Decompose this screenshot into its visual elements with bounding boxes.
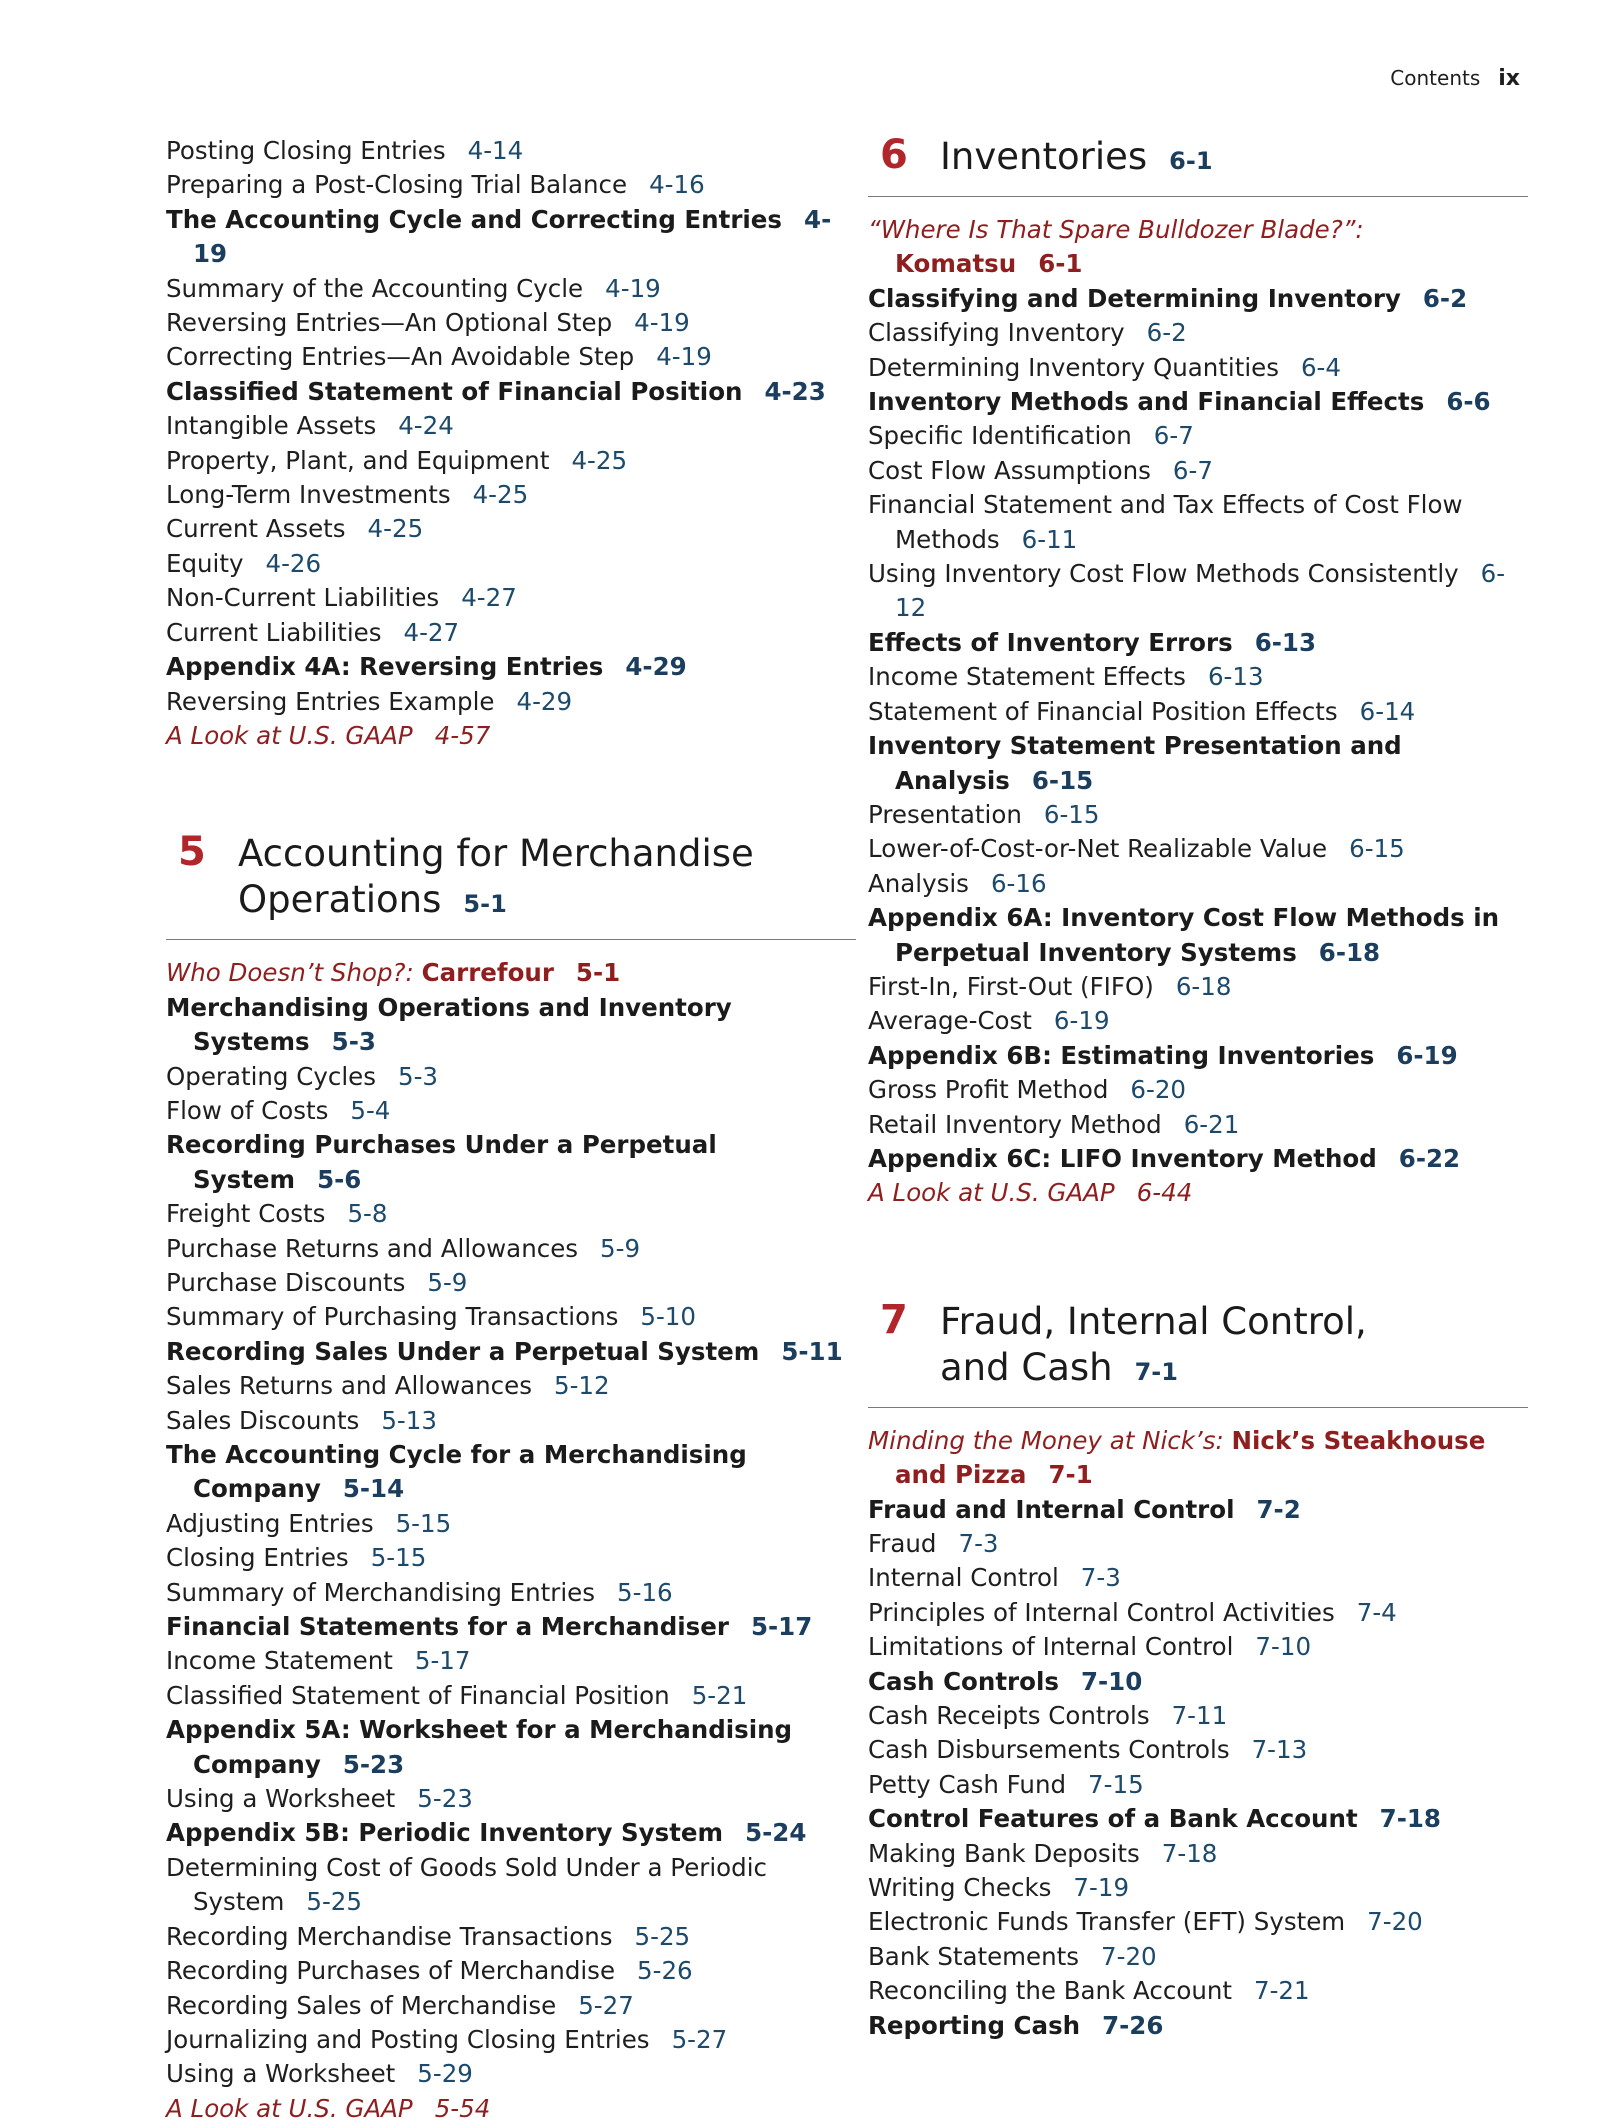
- entry-title: Current Liabilities: [166, 617, 382, 647]
- entry-page: 6-12: [895, 559, 1506, 623]
- toc-list: [166, 991, 856, 2126]
- toc-entry[interactable]: [166, 1094, 856, 1128]
- entry-title: Preparing a Post-Closing Trial Balance: [166, 170, 628, 200]
- toc-entry[interactable]: [166, 1851, 856, 1920]
- entry-page: 7-20: [1367, 1907, 1423, 1937]
- entry-title: Sales Returns and Allowances: [166, 1371, 532, 1401]
- entry-title: Non-Current Liabilities: [166, 583, 440, 613]
- entry-title: Cash Receipts Controls: [868, 1701, 1150, 1731]
- toc-entry[interactable]: [868, 1768, 1528, 1802]
- toc-entry[interactable]: [868, 1974, 1528, 2008]
- entry-title: Closing Entries: [166, 1543, 349, 1573]
- toc-entry[interactable]: [868, 695, 1528, 729]
- toc-section-heading[interactable]: [868, 901, 1528, 970]
- toc-entry[interactable]: [166, 2057, 856, 2091]
- entry-page: 7-21: [1253, 1976, 1310, 2006]
- entry-title: Posting Closing Entries: [166, 136, 446, 165]
- entry-page: 5-29: [417, 2059, 473, 2089]
- chapter-title-line1: Fraud, Internal Control,: [940, 1299, 1367, 1343]
- entry-title: Appendix 6B: Estimating Inventories: [868, 1040, 1375, 1070]
- entry-page: 5-14: [342, 1474, 405, 1504]
- toc-entry[interactable]: [166, 409, 856, 443]
- toc-section-heading[interactable]: [166, 1713, 856, 1782]
- entry-title: Presentation: [868, 799, 1022, 829]
- entry-title: Summary of the Accounting Cycle: [166, 273, 584, 303]
- entry-page: 5-12: [553, 1371, 610, 1401]
- entry-title: Analysis: [868, 868, 969, 898]
- toc-entry[interactable]: [868, 798, 1528, 832]
- toc-section-heading[interactable]: [868, 1665, 1528, 1699]
- toc-section-heading[interactable]: [868, 729, 1528, 798]
- chapter-title[interactable]: [238, 831, 856, 927]
- toc-section-heading[interactable]: [166, 991, 856, 1060]
- chapter-title-line1: Inventories: [940, 135, 1148, 178]
- toc-entry[interactable]: [166, 1576, 856, 1610]
- toc-section-heading[interactable]: [868, 282, 1528, 316]
- entry-page: 4-19: [193, 204, 832, 269]
- vignette-company: Komatsu: [895, 249, 1017, 279]
- entry-title: Cash Disbursements Controls: [868, 1735, 1230, 1765]
- entry-title: A Look at U.S. GAAP: [166, 720, 413, 750]
- toc-entry[interactable]: [868, 419, 1528, 453]
- entry-title: Recording Sales Under a Perpetual System: [166, 1336, 760, 1366]
- toc-gaap-entry[interactable]: [166, 719, 856, 753]
- entry-page: 5-17: [414, 1646, 471, 1676]
- entry-title: Classified Statement of Financial Position: [166, 1680, 670, 1710]
- toc-entry[interactable]: [868, 1699, 1528, 1733]
- vignette-page: 7-1: [1048, 1460, 1093, 1490]
- toc-entry[interactable]: [166, 478, 856, 512]
- entry-page: 6-18: [1318, 937, 1381, 967]
- toc-section-heading[interactable]: [166, 375, 856, 409]
- entry-title: Lower-of-Cost-or-Net Realizable Value: [868, 834, 1328, 864]
- entry-page: 6-11: [1021, 524, 1078, 554]
- toc-section-heading[interactable]: [868, 1802, 1528, 1836]
- entry-page: 5-3: [398, 1061, 439, 1091]
- entry-title: Inventory Statement Presentation and Analysis: [868, 731, 1402, 795]
- entry-title: Appendix 4A: Reversing Entries: [166, 652, 604, 682]
- page-number: ix: [1498, 66, 1520, 91]
- toc-entry[interactable]: [166, 306, 856, 340]
- entry-title: Long-Term Investments: [166, 480, 451, 510]
- entry-title: Recording Purchases of Merchandise: [166, 1956, 616, 1986]
- entry-title: Reversing Entries—An Optional Step: [166, 308, 613, 338]
- toc-entry[interactable]: [166, 1404, 856, 1438]
- entry-title: Flow of Costs: [166, 1095, 329, 1125]
- toc-entry[interactable]: [868, 970, 1528, 1004]
- entry-title: Correcting Entries—An Avoidable Step: [166, 342, 635, 372]
- toc-entry[interactable]: [166, 616, 856, 650]
- entry-page: 7-10: [1080, 1666, 1143, 1696]
- toc-entry[interactable]: [868, 1871, 1528, 1905]
- entry-page: 6-2: [1422, 283, 1468, 313]
- toc-entry[interactable]: [166, 547, 856, 581]
- toc-list: [166, 134, 856, 753]
- chapter-number: 7: [880, 1296, 908, 1343]
- entry-page: 5-23: [417, 1784, 473, 1814]
- entry-page: 7-10: [1255, 1632, 1312, 1662]
- entry-title: Cost Flow Assumptions: [868, 455, 1151, 485]
- entry-page: 4-24: [398, 411, 454, 441]
- entry-title: Recording Sales of Merchandise: [166, 1990, 557, 2020]
- entry-title: Using Inventory Cost Flow Methods Consistently: [868, 559, 1459, 589]
- entry-page: 7-3: [1080, 1563, 1121, 1593]
- toc-section-heading[interactable]: [166, 650, 856, 684]
- toc-entry[interactable]: [166, 1954, 856, 1988]
- chapter-vignette[interactable]: [166, 956, 856, 990]
- entry-title: Summary of Merchandising Entries: [166, 1577, 596, 1607]
- entry-title: Making Bank Deposits: [868, 1838, 1140, 1868]
- chapter-6-heading: [868, 134, 1528, 197]
- entry-page: 6-7: [1153, 421, 1194, 451]
- entry-title: Classifying and Determining Inventory: [868, 283, 1401, 313]
- entry-title: Income Statement Effects: [868, 662, 1186, 692]
- entry-title: Retail Inventory Method: [868, 1109, 1162, 1139]
- entry-title: Operating Cycles: [166, 1061, 376, 1091]
- chapter-page: 7-1: [1134, 1357, 1178, 1386]
- entry-page: 5-3: [331, 1027, 376, 1057]
- toc-entry[interactable]: [868, 1940, 1528, 1974]
- entry-title: A Look at U.S. GAAP: [166, 2093, 413, 2123]
- toc-entry[interactable]: [868, 660, 1528, 694]
- entry-page: 7-19: [1073, 1873, 1130, 1903]
- chapter-page: 5-1: [463, 890, 507, 919]
- entry-page: 5-9: [600, 1233, 641, 1263]
- entry-page: 5-16: [617, 1577, 673, 1607]
- entry-title: Cash Controls: [868, 1666, 1059, 1696]
- entry-title: Merchandising Operations and Inventory Systems: [166, 992, 732, 1057]
- toc-entry[interactable]: [166, 1920, 856, 1954]
- toc-entry[interactable]: [868, 454, 1528, 488]
- entry-title: Determining Cost of Goods Sold Under a Periodic System: [166, 1852, 767, 1917]
- entry-title: Limitations of Internal Control: [868, 1632, 1234, 1662]
- entry-page: 7-26: [1102, 2010, 1164, 2040]
- entry-page: 6-44: [1136, 1178, 1193, 1208]
- entry-page: 4-19: [656, 342, 712, 372]
- toc-entry[interactable]: [868, 1108, 1528, 1142]
- toc-gaap-entry[interactable]: [166, 2092, 856, 2126]
- entry-page: 6-14: [1359, 696, 1416, 726]
- entry-title: Internal Control: [868, 1563, 1059, 1593]
- toc-entry[interactable]: [868, 1630, 1528, 1664]
- entry-page: 6-4: [1300, 352, 1341, 382]
- entry-title: Gross Profit Method: [868, 1075, 1109, 1105]
- toc-gaap-entry[interactable]: [868, 1176, 1528, 1210]
- entry-title: The Accounting Cycle and Correcting Entries: [166, 204, 783, 234]
- entry-page: 5-6: [317, 1164, 362, 1194]
- toc-section-heading[interactable]: [166, 203, 856, 272]
- entry-page: 4-57: [434, 720, 491, 750]
- toc-entry[interactable]: [868, 1004, 1528, 1038]
- entry-page: 5-27: [671, 2024, 728, 2054]
- toc-entry[interactable]: [868, 832, 1528, 866]
- entry-title: Classifying Inventory: [868, 318, 1125, 348]
- toc-entry[interactable]: [166, 340, 856, 374]
- entry-page: 4-19: [605, 273, 661, 303]
- entry-page: 4-25: [472, 480, 529, 510]
- chapter-number: 6: [880, 132, 908, 178]
- vignette-company: Nick’s Steakhouse and Pizza: [895, 1425, 1486, 1490]
- toc-entry[interactable]: [868, 1837, 1528, 1871]
- toc-entry[interactable]: [868, 316, 1528, 350]
- entry-page: 7-18: [1379, 1804, 1441, 1834]
- entry-title: Appendix 6C: LIFO Inventory Method: [868, 1143, 1377, 1173]
- entry-page: 6-13: [1254, 627, 1316, 657]
- entry-title: Property, Plant, and Equipment: [166, 445, 550, 475]
- entry-title: Appendix 5B: Periodic Inventory System: [166, 1818, 724, 1848]
- entry-title: Fraud: [868, 1529, 937, 1558]
- toc-section-heading[interactable]: [166, 1335, 856, 1369]
- entry-page: 7-11: [1171, 1701, 1228, 1731]
- toc-entry[interactable]: [166, 1541, 856, 1575]
- entry-page: 6-6: [1446, 387, 1491, 417]
- toc-section-heading[interactable]: [166, 1128, 856, 1197]
- toc-section-heading[interactable]: [868, 2009, 1528, 2043]
- vignette-company: Carrefour: [421, 958, 554, 988]
- entry-page: 7-18: [1161, 1838, 1218, 1868]
- entry-title: Recording Purchases Under a Perpetual System: [166, 1130, 717, 1194]
- entry-title: Financial Statements for a Merchandiser: [166, 1612, 729, 1642]
- toc-entry[interactable]: [868, 1561, 1528, 1595]
- entry-title: Electronic Funds Transfer (EFT) System: [868, 1907, 1346, 1937]
- entry-page: 5-25: [634, 1921, 691, 1951]
- toc-entry[interactable]: [868, 1596, 1528, 1630]
- toc-section-heading[interactable]: [868, 1493, 1528, 1527]
- entry-title: Reporting Cash: [868, 2010, 1081, 2040]
- entry-page: 5-24: [745, 1818, 807, 1848]
- entry-page: 6-19: [1396, 1040, 1458, 1070]
- chapter-page: 6-1: [1169, 147, 1213, 175]
- toc-entry[interactable]: [166, 1232, 856, 1266]
- vignette-title: Who Doesn’t Shop?:: [166, 958, 414, 988]
- chapter-7-heading: [868, 1296, 1528, 1408]
- toc-entry[interactable]: [166, 1644, 856, 1678]
- toc-section-heading[interactable]: [868, 1039, 1528, 1073]
- entry-page: 5-21: [691, 1680, 748, 1710]
- entry-page: 6-16: [990, 868, 1047, 898]
- entry-title: Principles of Internal Control Activities: [868, 1597, 1335, 1627]
- entry-title: Using a Worksheet: [166, 2059, 396, 2089]
- entry-title: Adjusting Entries: [166, 1508, 374, 1538]
- toc-entry[interactable]: [166, 1060, 856, 1094]
- entry-page: 4-16: [649, 170, 705, 200]
- toc-entry[interactable]: [166, 2023, 856, 2057]
- toc-entry[interactable]: [166, 1197, 856, 1231]
- entry-title: Journalizing and Posting Closing Entries: [166, 2024, 650, 2054]
- entry-title: Average-Cost: [868, 1006, 1032, 1036]
- entry-page: 4-26: [265, 548, 322, 578]
- entry-page: 4-29: [625, 652, 687, 682]
- entry-title: Reversing Entries Example: [166, 686, 495, 716]
- entry-title: Reconciling the Bank Account: [868, 1976, 1232, 2006]
- entry-title: Fraud and Internal Control: [868, 1494, 1235, 1524]
- entry-page: 4-19: [634, 308, 690, 338]
- entry-page: 4-27: [461, 583, 517, 613]
- entry-title: Specific Identification: [868, 421, 1132, 451]
- entry-page: 5-4: [350, 1095, 391, 1125]
- entry-page: 7-3: [958, 1529, 999, 1558]
- chapter-title[interactable]: [940, 134, 1528, 184]
- entry-title: Intangible Assets: [166, 411, 377, 441]
- chapter-title[interactable]: [940, 1299, 1528, 1395]
- chapter-title-line1: Accounting for Merchandise: [238, 832, 754, 876]
- entry-title: Writing Checks: [868, 1873, 1052, 1903]
- entry-page: 6-7: [1172, 455, 1213, 485]
- toc-section-heading[interactable]: [166, 1438, 856, 1507]
- toc-entry[interactable]: [868, 1073, 1528, 1107]
- toc-entry[interactable]: [166, 272, 856, 306]
- right-column: [868, 134, 1528, 2043]
- toc-entry[interactable]: [868, 1527, 1528, 1561]
- entry-page: 4-29: [516, 686, 573, 716]
- chapter-vignette[interactable]: [868, 1424, 1528, 1493]
- chapter-5-heading: [166, 831, 856, 940]
- entry-page: 7-4: [1356, 1597, 1397, 1627]
- entry-page: 7-2: [1256, 1494, 1301, 1524]
- vignette-page: 5-1: [575, 958, 621, 988]
- toc-entry[interactable]: [166, 1507, 856, 1541]
- entry-title: First-In, First-Out (FIFO): [868, 971, 1154, 1001]
- entry-page: 5-8: [347, 1199, 388, 1229]
- entry-title: Income Statement: [166, 1646, 393, 1676]
- entry-page: 5-13: [381, 1405, 437, 1435]
- entry-page: 6-2: [1146, 318, 1187, 348]
- toc-entry[interactable]: [868, 351, 1528, 385]
- entry-title: Recording Merchandise Transactions: [166, 1921, 613, 1951]
- toc-list: [868, 1493, 1528, 2044]
- entry-page: 6-21: [1183, 1109, 1240, 1139]
- entry-page: 6-18: [1175, 971, 1232, 1001]
- toc-section-heading[interactable]: [166, 1816, 856, 1850]
- chapter-vignette[interactable]: [868, 213, 1528, 282]
- entry-title: Appendix 6A: Inventory Cost Flow Methods in Perpetual Inventory Systems: [868, 903, 1500, 967]
- entry-page: 7-13: [1251, 1735, 1308, 1765]
- entry-title: Equity: [166, 548, 244, 578]
- entry-title: Financial Statement and Tax Effects of Cost Flow Methods: [868, 490, 1463, 554]
- toc-section-heading[interactable]: [868, 385, 1528, 419]
- toc-entry[interactable]: [166, 1782, 856, 1816]
- entry-page: 5-17: [750, 1612, 813, 1642]
- entry-page: 6-15: [1349, 834, 1405, 864]
- entry-title: Effects of Inventory Errors: [868, 627, 1233, 657]
- chapter-title-line2: Operations: [238, 878, 442, 922]
- entry-page: 6-15: [1043, 799, 1100, 829]
- entry-title: Control Features of a Bank Account: [868, 1804, 1358, 1834]
- toc-entry[interactable]: [166, 1300, 856, 1334]
- entry-page: 4-25: [367, 514, 424, 544]
- toc-entry[interactable]: [166, 1679, 856, 1713]
- chapter-title-line2: and Cash: [940, 1345, 1113, 1389]
- toc-entry[interactable]: [166, 512, 856, 546]
- entry-page: 5-9: [427, 1267, 468, 1297]
- entry-page: 6-15: [1031, 765, 1094, 795]
- entry-page: 6-19: [1053, 1006, 1110, 1036]
- entry-page: 5-15: [370, 1543, 427, 1573]
- toc-entry[interactable]: [166, 1266, 856, 1300]
- entry-title: Using a Worksheet: [166, 1784, 396, 1814]
- entry-page: 6-22: [1398, 1143, 1461, 1173]
- toc-entry[interactable]: [868, 867, 1528, 901]
- entry-title: Appendix 5A: Worksheet for a Merchandising Company: [166, 1715, 793, 1779]
- entry-page: 4-14: [467, 136, 524, 165]
- entry-page: 7-20: [1101, 1941, 1157, 1971]
- toc-entry[interactable]: [166, 581, 856, 615]
- toc-list: [868, 282, 1528, 1211]
- entry-title: Summary of Purchasing Transactions: [166, 1302, 619, 1332]
- entry-page: 5-23: [342, 1749, 405, 1779]
- entry-title: Purchase Discounts: [166, 1267, 406, 1297]
- entry-title: Determining Inventory Quantities: [868, 352, 1279, 382]
- entry-page: 4-23: [764, 376, 826, 406]
- entry-title: Inventory Methods and Financial Effects: [868, 387, 1425, 417]
- entry-page: 7-15: [1088, 1769, 1144, 1799]
- toc-section-heading[interactable]: [868, 1142, 1528, 1176]
- running-head: [1390, 66, 1520, 91]
- entry-page: 5-54: [434, 2093, 491, 2123]
- entry-title: Current Assets: [166, 514, 346, 544]
- toc-entry[interactable]: [166, 168, 856, 202]
- toc-entry[interactable]: [166, 1369, 856, 1403]
- entry-page: 6-13: [1207, 662, 1264, 692]
- toc-section-heading[interactable]: [166, 1610, 856, 1644]
- entry-page: 5-10: [640, 1302, 696, 1332]
- entry-page: 5-25: [306, 1887, 362, 1917]
- toc-entry[interactable]: [868, 1733, 1528, 1767]
- entry-title: Bank Statements: [868, 1941, 1080, 1971]
- toc-entry[interactable]: [868, 557, 1528, 626]
- entry-page: 5-15: [395, 1508, 452, 1538]
- toc-section-heading[interactable]: [868, 626, 1528, 660]
- vignette-page: 6-1: [1038, 249, 1083, 279]
- left-column: [166, 134, 856, 2126]
- toc-entry[interactable]: [166, 134, 856, 168]
- chapter-number: 5: [178, 829, 206, 876]
- entry-title: Sales Discounts: [166, 1405, 360, 1435]
- entry-title: A Look at U.S. GAAP: [868, 1178, 1115, 1208]
- toc-entry[interactable]: [166, 1989, 856, 2023]
- toc-entry[interactable]: [166, 685, 856, 719]
- vignette-title: Minding the Money at Nick’s:: [868, 1425, 1224, 1455]
- vignette-title: “Where Is That Spare Bulldozer Blade?”:: [868, 215, 1364, 244]
- entry-page: 4-27: [403, 617, 460, 647]
- entry-title: Statement of Financial Position Effects: [868, 696, 1338, 726]
- entry-title: Freight Costs: [166, 1199, 326, 1229]
- entry-page: 6-20: [1130, 1075, 1187, 1105]
- toc-entry[interactable]: [166, 444, 856, 478]
- entry-page: 5-27: [578, 1990, 634, 2020]
- entry-page: 5-26: [637, 1956, 693, 1986]
- entry-title: Classified Statement of Financial Position: [166, 376, 743, 406]
- running-head-label: Contents: [1390, 66, 1481, 90]
- toc-entry[interactable]: [868, 1905, 1528, 1939]
- entry-page: 5-11: [781, 1336, 843, 1366]
- entry-page: 4-25: [571, 445, 628, 475]
- toc-entry[interactable]: [868, 488, 1528, 557]
- entry-title: Purchase Returns and Allowances: [166, 1233, 579, 1263]
- entry-title: The Accounting Cycle for a Merchandising Company: [166, 1440, 747, 1504]
- entry-title: Petty Cash Fund: [868, 1769, 1067, 1799]
